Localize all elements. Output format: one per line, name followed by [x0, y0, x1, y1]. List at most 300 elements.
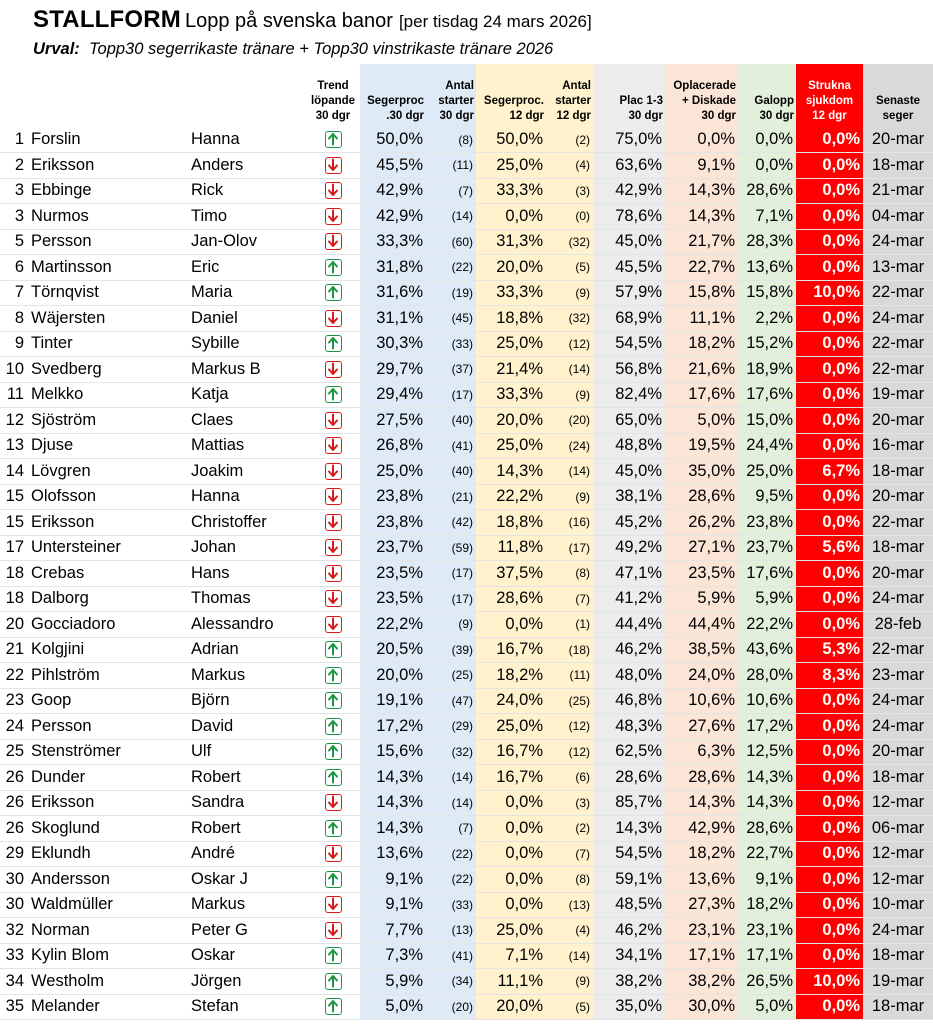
cell-last: Dalborg	[28, 586, 188, 612]
cell-strukna: 0,0%	[796, 892, 863, 918]
cell-strukna: 0,0%	[796, 586, 863, 612]
cell-galopp: 0,0%	[738, 153, 796, 179]
cell-plac: 46,8%	[593, 688, 665, 714]
cell-strukna: 0,0%	[796, 510, 863, 536]
cell-ant30: (29)	[426, 714, 476, 740]
cell-seg30: 30,3%	[360, 331, 426, 357]
table-row	[0, 153, 933, 179]
cell-rank: 7	[0, 280, 28, 306]
trend-up-icon	[325, 947, 342, 964]
cell-galopp: 15,0%	[738, 408, 796, 434]
trend-up-icon	[325, 131, 342, 148]
cell-seg12: 25,0%	[476, 433, 546, 459]
cell-oplac: 5,9%	[665, 586, 738, 612]
cell-galopp: 5,0%	[738, 994, 796, 1020]
cell-ant30: (37)	[426, 357, 476, 383]
cell-trend	[306, 178, 360, 204]
cell-galopp: 22,7%	[738, 841, 796, 867]
cell-senaste: 18-mar	[863, 153, 933, 179]
cell-trend	[306, 382, 360, 408]
cell-rank: 3	[0, 204, 28, 230]
cell-ant12: (14)	[546, 943, 593, 969]
cell-last: Skoglund	[28, 816, 188, 842]
table-row	[0, 357, 933, 383]
cell-first: Daniel	[188, 306, 306, 332]
cell-rank: 34	[0, 969, 28, 995]
cell-trend	[306, 357, 360, 383]
cell-last: Norman	[28, 918, 188, 944]
cell-ant12: (12)	[546, 714, 593, 740]
trend-down-icon	[325, 463, 342, 480]
table-row	[0, 459, 933, 485]
cell-seg12: 0,0%	[476, 841, 546, 867]
cell-oplac: 13,6%	[665, 867, 738, 893]
cell-strukna: 10,0%	[796, 969, 863, 995]
cell-trend	[306, 561, 360, 587]
cell-seg12: 20,0%	[476, 994, 546, 1020]
cell-galopp: 14,3%	[738, 765, 796, 791]
cell-galopp: 23,1%	[738, 918, 796, 944]
title-sub: Lopp på svenska banor	[185, 10, 393, 32]
table-row	[0, 714, 933, 740]
cell-ant30: (45)	[426, 306, 476, 332]
cell-oplac: 6,3%	[665, 739, 738, 765]
cell-seg12: 22,2%	[476, 484, 546, 510]
table-row	[0, 255, 933, 281]
trend-down-icon	[325, 794, 342, 811]
cell-rank: 33	[0, 943, 28, 969]
cell-senaste: 22-mar	[863, 280, 933, 306]
header-ant12: Antal starter 12 dgr	[546, 64, 593, 127]
cell-ant30: (17)	[426, 382, 476, 408]
cell-senaste: 20-mar	[863, 127, 933, 153]
table-row	[0, 535, 933, 561]
cell-senaste: 18-mar	[863, 943, 933, 969]
cell-strukna: 0,0%	[796, 229, 863, 255]
cell-rank: 11	[0, 382, 28, 408]
cell-galopp: 26,5%	[738, 969, 796, 995]
cell-plac: 65,0%	[593, 408, 665, 434]
cell-first: Peter G	[188, 918, 306, 944]
cell-seg30: 5,0%	[360, 994, 426, 1020]
cell-seg12: 20,0%	[476, 255, 546, 281]
table-row	[0, 663, 933, 689]
cell-seg30: 13,6%	[360, 841, 426, 867]
cell-seg12: 33,3%	[476, 280, 546, 306]
cell-ant12: (8)	[546, 561, 593, 587]
header-trend: Trend löpande 30 dgr	[310, 80, 356, 122]
cell-trend	[306, 867, 360, 893]
trend-down-icon	[325, 539, 342, 556]
cell-oplac: 15,8%	[665, 280, 738, 306]
cell-last: Lövgren	[28, 459, 188, 485]
cell-last: Eriksson	[28, 510, 188, 536]
cell-galopp: 17,6%	[738, 561, 796, 587]
cell-plac: 57,9%	[593, 280, 665, 306]
table-row	[0, 433, 933, 459]
cell-oplac: 22,7%	[665, 255, 738, 281]
cell-rank: 26	[0, 816, 28, 842]
cell-seg30: 29,7%	[360, 357, 426, 383]
cell-ant12: (0)	[546, 204, 593, 230]
cell-last: Waldmüller	[28, 892, 188, 918]
header-galopp: Galopp 30 dgr	[738, 64, 796, 127]
cell-senaste: 23-mar	[863, 663, 933, 689]
cell-strukna: 0,0%	[796, 306, 863, 332]
cell-strukna: 0,0%	[796, 612, 863, 638]
cell-oplac: 28,6%	[665, 484, 738, 510]
cell-rank: 25	[0, 739, 28, 765]
title-main: STALLFORM	[33, 6, 181, 33]
cell-strukna: 0,0%	[796, 714, 863, 740]
cell-plac: 78,6%	[593, 204, 665, 230]
cell-oplac: 18,2%	[665, 331, 738, 357]
cell-rank: 15	[0, 484, 28, 510]
cell-ant12: (12)	[546, 331, 593, 357]
cell-rank: 30	[0, 867, 28, 893]
cell-galopp: 24,4%	[738, 433, 796, 459]
cell-oplac: 38,2%	[665, 969, 738, 995]
cell-ant12: (12)	[546, 739, 593, 765]
cell-strukna: 0,0%	[796, 255, 863, 281]
trend-down-icon	[325, 590, 342, 607]
cell-seg30: 14,3%	[360, 765, 426, 791]
cell-seg30: 19,1%	[360, 688, 426, 714]
table-row	[0, 688, 933, 714]
cell-trend	[306, 994, 360, 1020]
cell-oplac: 44,4%	[665, 612, 738, 638]
cell-strukna: 0,0%	[796, 994, 863, 1020]
cell-ant12: (32)	[546, 229, 593, 255]
cell-ant30: (7)	[426, 178, 476, 204]
cell-ant12: (17)	[546, 535, 593, 561]
cell-rank: 1	[0, 127, 28, 153]
cell-senaste: 12-mar	[863, 867, 933, 893]
cell-senaste: 12-mar	[863, 790, 933, 816]
cell-trend	[306, 739, 360, 765]
trend-up-icon	[325, 641, 342, 658]
trend-up-icon	[325, 820, 342, 837]
cell-oplac: 26,2%	[665, 510, 738, 536]
table-row	[0, 510, 933, 536]
cell-galopp: 15,8%	[738, 280, 796, 306]
cell-first: Oskar	[188, 943, 306, 969]
cell-oplac: 42,9%	[665, 816, 738, 842]
cell-galopp: 0,0%	[738, 127, 796, 153]
cell-ant30: (9)	[426, 612, 476, 638]
cell-senaste: 22-mar	[863, 510, 933, 536]
cell-seg12: 18,8%	[476, 306, 546, 332]
cell-senaste: 24-mar	[863, 586, 933, 612]
header-strukna: Strukna sjukdom 12 dgr	[796, 64, 863, 127]
cell-strukna: 5,3%	[796, 637, 863, 663]
cell-ant12: (5)	[546, 994, 593, 1020]
cell-seg12: 25,0%	[476, 153, 546, 179]
cell-last: Törnqvist	[28, 280, 188, 306]
cell-seg30: 31,8%	[360, 255, 426, 281]
cell-first: Claes	[188, 408, 306, 434]
cell-seg12: 0,0%	[476, 892, 546, 918]
cell-rank: 3	[0, 178, 28, 204]
cell-oplac: 11,1%	[665, 306, 738, 332]
cell-last: Kolgjini	[28, 637, 188, 663]
cell-last: Eklundh	[28, 841, 188, 867]
cell-ant30: (59)	[426, 535, 476, 561]
cell-first: Joakim	[188, 459, 306, 485]
cell-ant30: (34)	[426, 969, 476, 995]
cell-first: Oskar J	[188, 867, 306, 893]
cell-first: Hanna	[188, 127, 306, 153]
cell-last: Westholm	[28, 969, 188, 995]
cell-ant12: (20)	[546, 408, 593, 434]
cell-rank: 23	[0, 688, 28, 714]
cell-trend	[306, 331, 360, 357]
cell-galopp: 18,9%	[738, 357, 796, 383]
cell-trend	[306, 637, 360, 663]
cell-strukna: 0,0%	[796, 204, 863, 230]
cell-ant30: (21)	[426, 484, 476, 510]
cell-first: Mattias	[188, 433, 306, 459]
cell-seg30: 26,8%	[360, 433, 426, 459]
cell-ant30: (22)	[426, 255, 476, 281]
cell-strukna: 0,0%	[796, 943, 863, 969]
cell-galopp: 28,6%	[738, 816, 796, 842]
cell-ant30: (42)	[426, 510, 476, 536]
table-row	[0, 382, 933, 408]
table-row	[0, 892, 933, 918]
cell-galopp: 15,2%	[738, 331, 796, 357]
trend-up-icon	[325, 667, 342, 684]
cell-seg30: 17,2%	[360, 714, 426, 740]
trend-down-icon	[325, 488, 342, 505]
cell-last: Forslin	[28, 127, 188, 153]
cell-ant12: (25)	[546, 688, 593, 714]
cell-seg30: 29,4%	[360, 382, 426, 408]
cell-senaste: 19-mar	[863, 969, 933, 995]
cell-trend	[306, 663, 360, 689]
cell-galopp: 12,5%	[738, 739, 796, 765]
cell-galopp: 13,6%	[738, 255, 796, 281]
cell-strukna: 0,0%	[796, 484, 863, 510]
page-title	[33, 6, 592, 36]
cell-last: Melander	[28, 994, 188, 1020]
cell-ant30: (17)	[426, 586, 476, 612]
cell-ant30: (11)	[426, 153, 476, 179]
cell-ant30: (14)	[426, 765, 476, 791]
cell-plac: 85,7%	[593, 790, 665, 816]
cell-trend	[306, 892, 360, 918]
cell-first: Katja	[188, 382, 306, 408]
trend-up-icon	[325, 973, 342, 990]
cell-galopp: 23,8%	[738, 510, 796, 536]
cell-senaste: 04-mar	[863, 204, 933, 230]
cell-galopp: 17,2%	[738, 714, 796, 740]
cell-senaste: 22-mar	[863, 331, 933, 357]
cell-seg30: 7,3%	[360, 943, 426, 969]
cell-first: Jörgen	[188, 969, 306, 995]
cell-seg30: 15,6%	[360, 739, 426, 765]
trend-up-icon	[325, 692, 342, 709]
cell-oplac: 10,6%	[665, 688, 738, 714]
cell-strukna: 0,0%	[796, 816, 863, 842]
cell-last: Djuse	[28, 433, 188, 459]
cell-last: Melkko	[28, 382, 188, 408]
cell-ant30: (14)	[426, 790, 476, 816]
cell-ant12: (7)	[546, 841, 593, 867]
cell-last: Stenströmer	[28, 739, 188, 765]
table-row	[0, 739, 933, 765]
trend-down-icon	[325, 361, 342, 378]
cell-ant30: (14)	[426, 204, 476, 230]
cell-seg12: 37,5%	[476, 561, 546, 587]
cell-seg30: 23,8%	[360, 510, 426, 536]
table-row	[0, 127, 933, 153]
cell-seg12: 18,8%	[476, 510, 546, 536]
table-row	[0, 178, 933, 204]
cell-oplac: 14,3%	[665, 204, 738, 230]
cell-galopp: 9,1%	[738, 867, 796, 893]
cell-ant12: (16)	[546, 510, 593, 536]
cell-rank: 32	[0, 918, 28, 944]
cell-rank: 26	[0, 790, 28, 816]
cell-seg30: 14,3%	[360, 790, 426, 816]
cell-last: Olofsson	[28, 484, 188, 510]
cell-galopp: 7,1%	[738, 204, 796, 230]
trend-down-icon	[325, 157, 342, 174]
cell-first: Sandra	[188, 790, 306, 816]
cell-trend	[306, 816, 360, 842]
cell-ant30: (60)	[426, 229, 476, 255]
table-row	[0, 637, 933, 663]
cell-rank: 5	[0, 229, 28, 255]
cell-ant12: (24)	[546, 433, 593, 459]
subtitle	[33, 40, 553, 62]
cell-oplac: 0,0%	[665, 127, 738, 153]
cell-oplac: 38,5%	[665, 637, 738, 663]
cell-plac: 45,0%	[593, 229, 665, 255]
cell-ant12: (9)	[546, 969, 593, 995]
cell-plac: 56,8%	[593, 357, 665, 383]
trend-up-icon	[325, 259, 342, 276]
cell-oplac: 30,0%	[665, 994, 738, 1020]
cell-first: Maria	[188, 280, 306, 306]
table-row	[0, 229, 933, 255]
cell-ant30: (20)	[426, 994, 476, 1020]
subtitle-label: Urval:	[33, 40, 80, 58]
cell-trend	[306, 841, 360, 867]
cell-senaste: 24-mar	[863, 229, 933, 255]
cell-rank: 2	[0, 153, 28, 179]
cell-plac: 44,4%	[593, 612, 665, 638]
cell-first: Jan-Olov	[188, 229, 306, 255]
cell-seg30: 22,2%	[360, 612, 426, 638]
header-row	[0, 64, 933, 127]
cell-plac: 42,9%	[593, 178, 665, 204]
cell-rank: 14	[0, 459, 28, 485]
cell-last: Nurmos	[28, 204, 188, 230]
table-row	[0, 280, 933, 306]
cell-plac: 49,2%	[593, 535, 665, 561]
cell-first: Rick	[188, 178, 306, 204]
cell-senaste: 10-mar	[863, 892, 933, 918]
cell-seg30: 31,1%	[360, 306, 426, 332]
cell-seg12: 0,0%	[476, 790, 546, 816]
cell-seg12: 16,7%	[476, 765, 546, 791]
trend-up-icon	[325, 718, 342, 735]
cell-trend	[306, 688, 360, 714]
cell-senaste: 18-mar	[863, 994, 933, 1020]
cell-last: Andersson	[28, 867, 188, 893]
cell-first: Markus	[188, 663, 306, 689]
cell-rank: 10	[0, 357, 28, 383]
cell-senaste: 20-mar	[863, 408, 933, 434]
trend-up-icon	[325, 386, 342, 403]
cell-strukna: 0,0%	[796, 688, 863, 714]
cell-first: Markus B	[188, 357, 306, 383]
cell-strukna: 0,0%	[796, 739, 863, 765]
cell-ant12: (1)	[546, 612, 593, 638]
cell-seg12: 25,0%	[476, 714, 546, 740]
cell-seg12: 21,4%	[476, 357, 546, 383]
cell-ant12: (6)	[546, 765, 593, 791]
trend-down-icon	[325, 616, 342, 633]
cell-ant12: (11)	[546, 663, 593, 689]
trend-down-icon	[325, 310, 342, 327]
cell-last: Gocciadoro	[28, 612, 188, 638]
cell-last: Eriksson	[28, 153, 188, 179]
cell-seg30: 45,5%	[360, 153, 426, 179]
cell-galopp: 25,0%	[738, 459, 796, 485]
cell-galopp: 17,6%	[738, 382, 796, 408]
cell-senaste: 24-mar	[863, 306, 933, 332]
cell-trend	[306, 229, 360, 255]
cell-trend	[306, 790, 360, 816]
cell-plac: 48,0%	[593, 663, 665, 689]
cell-rank: 8	[0, 306, 28, 332]
cell-plac: 41,2%	[593, 586, 665, 612]
cell-ant30: (13)	[426, 918, 476, 944]
trainer-table	[0, 64, 933, 1020]
header-seg30: Segerproc .30 dgr	[360, 64, 426, 127]
cell-rank: 17	[0, 535, 28, 561]
cell-seg30: 9,1%	[360, 892, 426, 918]
cell-first: Markus	[188, 892, 306, 918]
cell-senaste: 24-mar	[863, 918, 933, 944]
cell-senaste: 20-mar	[863, 484, 933, 510]
cell-oplac: 27,1%	[665, 535, 738, 561]
cell-senaste: 20-mar	[863, 739, 933, 765]
cell-seg30: 31,6%	[360, 280, 426, 306]
cell-oplac: 23,1%	[665, 918, 738, 944]
cell-galopp: 5,9%	[738, 586, 796, 612]
cell-plac: 47,1%	[593, 561, 665, 587]
cell-senaste: 18-mar	[863, 459, 933, 485]
cell-trend	[306, 484, 360, 510]
cell-trend	[306, 255, 360, 281]
cell-seg30: 7,7%	[360, 918, 426, 944]
cell-first: Eric	[188, 255, 306, 281]
cell-ant12: (4)	[546, 153, 593, 179]
cell-trend	[306, 510, 360, 536]
cell-first: Björn	[188, 688, 306, 714]
cell-galopp: 9,5%	[738, 484, 796, 510]
cell-first: David	[188, 714, 306, 740]
cell-seg12: 20,0%	[476, 408, 546, 434]
cell-seg30: 23,5%	[360, 561, 426, 587]
cell-senaste: 22-mar	[863, 637, 933, 663]
table-row	[0, 841, 933, 867]
cell-rank: 6	[0, 255, 28, 281]
